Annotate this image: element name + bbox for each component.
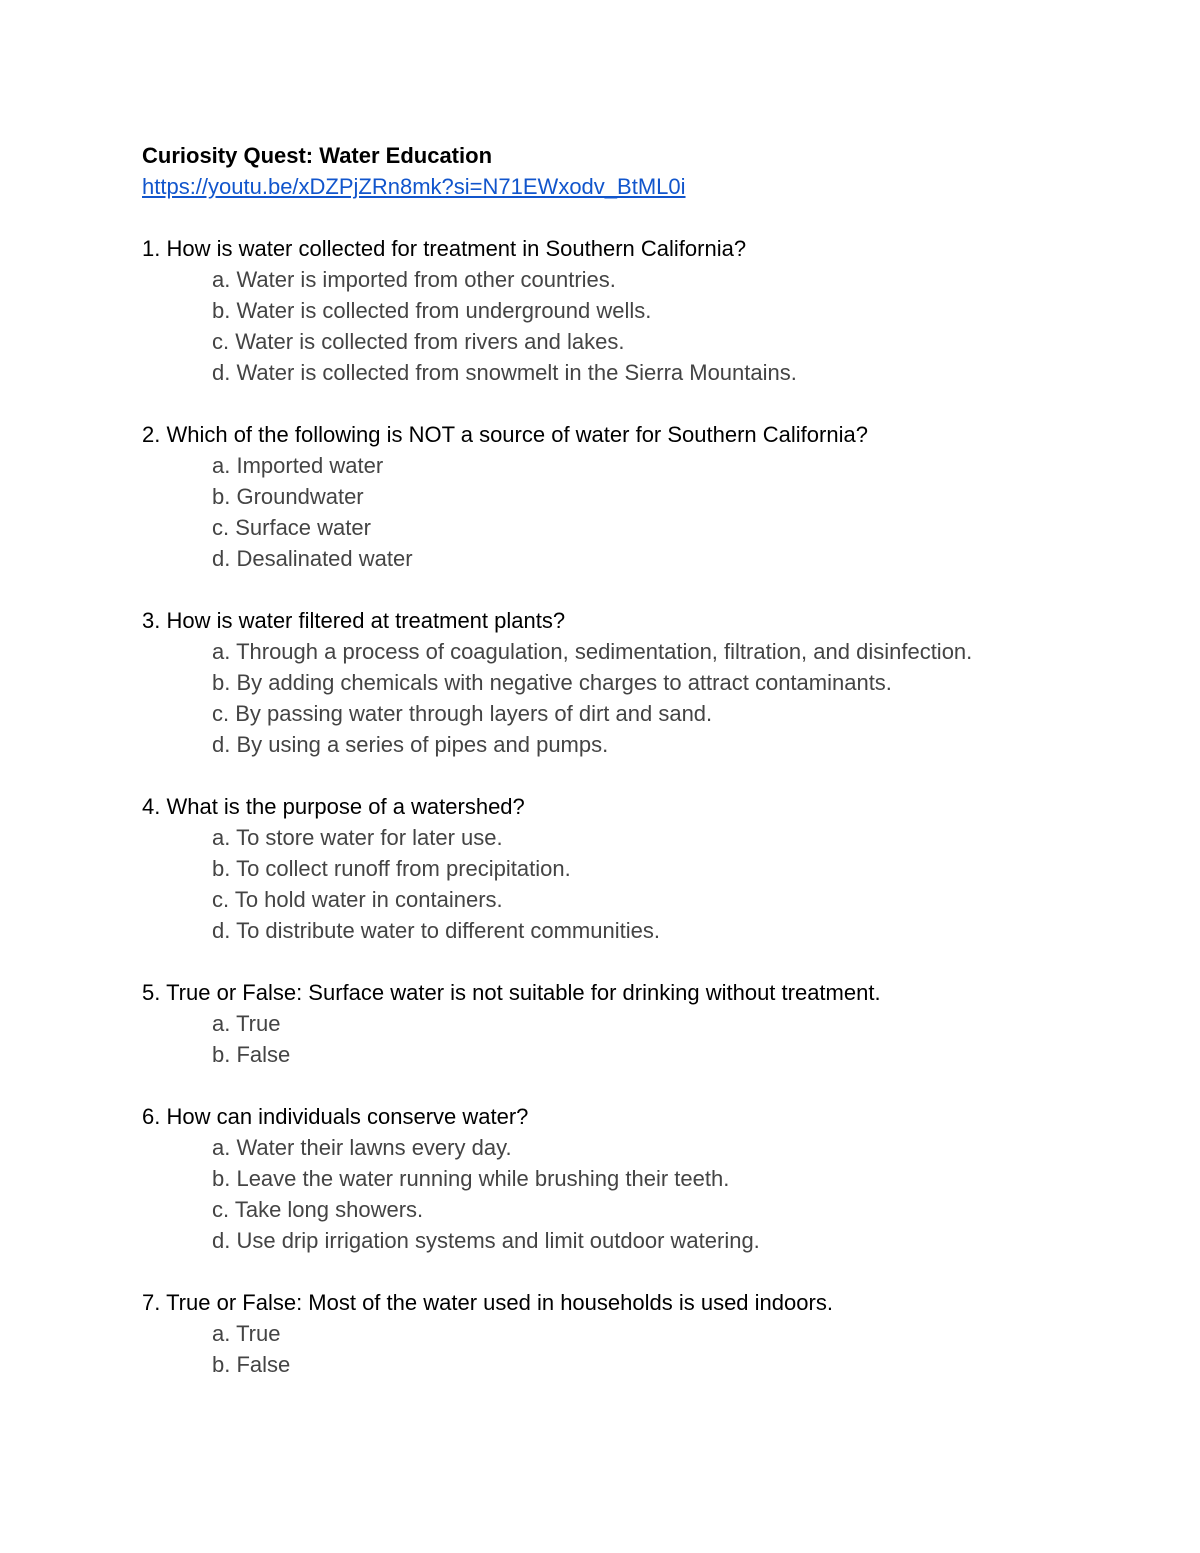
question-text: 7. True or False: Most of the water used in households is used indoors.	[142, 1290, 833, 1315]
answer-option: c. Take long showers.	[212, 1197, 424, 1222]
question-6	[142, 1101, 1142, 1256]
answer-option: d. Desalinated water	[212, 546, 413, 571]
question-4	[142, 791, 1142, 946]
question-2	[142, 419, 1142, 574]
question-text: 1. How is water collected for treatment in Southern California?	[142, 236, 747, 261]
document-title: Curiosity Quest: Water Education	[142, 143, 493, 168]
question-text: 6. How can individuals conserve water?	[142, 1104, 529, 1129]
answer-option: d. Water is collected from snowmelt in the Sierra Mountains.	[212, 360, 797, 385]
question-7	[142, 1287, 1142, 1380]
answer-option: c. Water is collected from rivers and lakes.	[212, 329, 625, 354]
document-body	[142, 140, 1142, 1380]
answer-options	[142, 1318, 1142, 1380]
answer-option: a. True	[212, 1011, 281, 1036]
answer-options	[142, 450, 1142, 574]
answer-options	[142, 822, 1142, 946]
answer-option: a. To store water for later use.	[212, 825, 503, 850]
answer-option: b. Groundwater	[212, 484, 364, 509]
answer-option: a. Water their lawns every day.	[212, 1135, 512, 1160]
answer-option: d. To distribute water to different communities.	[212, 918, 660, 943]
answer-options	[142, 636, 1142, 760]
question-3	[142, 605, 1142, 760]
question-text: 5. True or False: Surface water is not suitable for drinking without treatment.	[142, 980, 881, 1005]
answer-option: c. To hold water in containers.	[212, 887, 503, 912]
video-link[interactable]: https://youtu.be/xDZPjZRn8mk?si=N71EWxodv_BtML0i	[142, 174, 686, 199]
question-text: 3. How is water filtered at treatment plants?	[142, 608, 566, 633]
question-5	[142, 977, 1142, 1070]
answer-option: a. Imported water	[212, 453, 384, 478]
question-1	[142, 233, 1142, 388]
answer-option: a. Through a process of coagulation, sedimentation, filtration, and disinfection.	[212, 639, 973, 664]
answer-options	[142, 264, 1142, 388]
answer-option: b. False	[212, 1042, 291, 1067]
answer-option: a. True	[212, 1321, 281, 1346]
answer-option: b. False	[212, 1352, 291, 1377]
answer-option: c. By passing water through layers of dirt and sand.	[212, 701, 713, 726]
answer-option: a. Water is imported from other countries.	[212, 267, 616, 292]
answer-options	[142, 1008, 1142, 1070]
answer-option: b. Water is collected from underground wells.	[212, 298, 652, 323]
question-text: 4. What is the purpose of a watershed?	[142, 794, 525, 819]
answer-options	[142, 1132, 1142, 1256]
answer-option: b. By adding chemicals with negative charges to attract contaminants.	[212, 670, 892, 695]
answer-option: d. Use drip irrigation systems and limit outdoor watering.	[212, 1228, 760, 1253]
answer-option: d. By using a series of pipes and pumps.	[212, 732, 609, 757]
answer-option: b. To collect runoff from precipitation.	[212, 856, 571, 881]
answer-option: c. Surface water	[212, 515, 371, 540]
question-text: 2. Which of the following is NOT a source of water for Southern California?	[142, 422, 868, 447]
answer-option: b. Leave the water running while brushing their teeth.	[212, 1166, 730, 1191]
